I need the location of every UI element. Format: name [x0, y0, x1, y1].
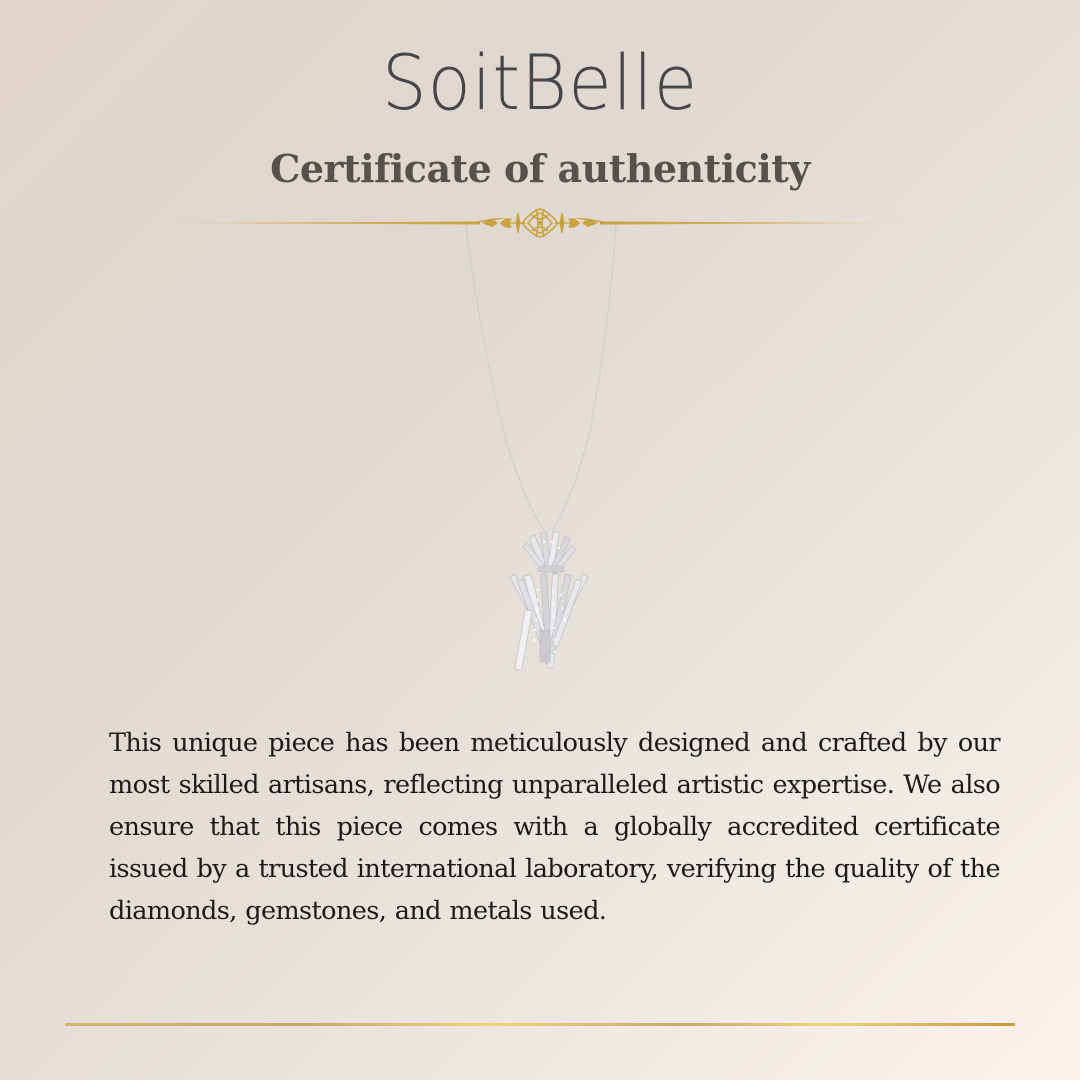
certificate-description: This unique piece has been meticulously designed and crafted by our most skilled artisans, reflecting unparalleled artistic expertise. We also ensure that this piece comes with a globally accredited certificate issued by a trusted international laboratory, verifying the quality of the diamonds, gemstones, and metals used.	[109, 727, 1000, 926]
bottom-gold-divider	[65, 1023, 1015, 1026]
brand-logo: SoitBelle	[381, 38, 699, 127]
pendant-necklace-illustration	[440, 220, 640, 690]
page-title: Certificate of authenticity	[270, 146, 810, 191]
